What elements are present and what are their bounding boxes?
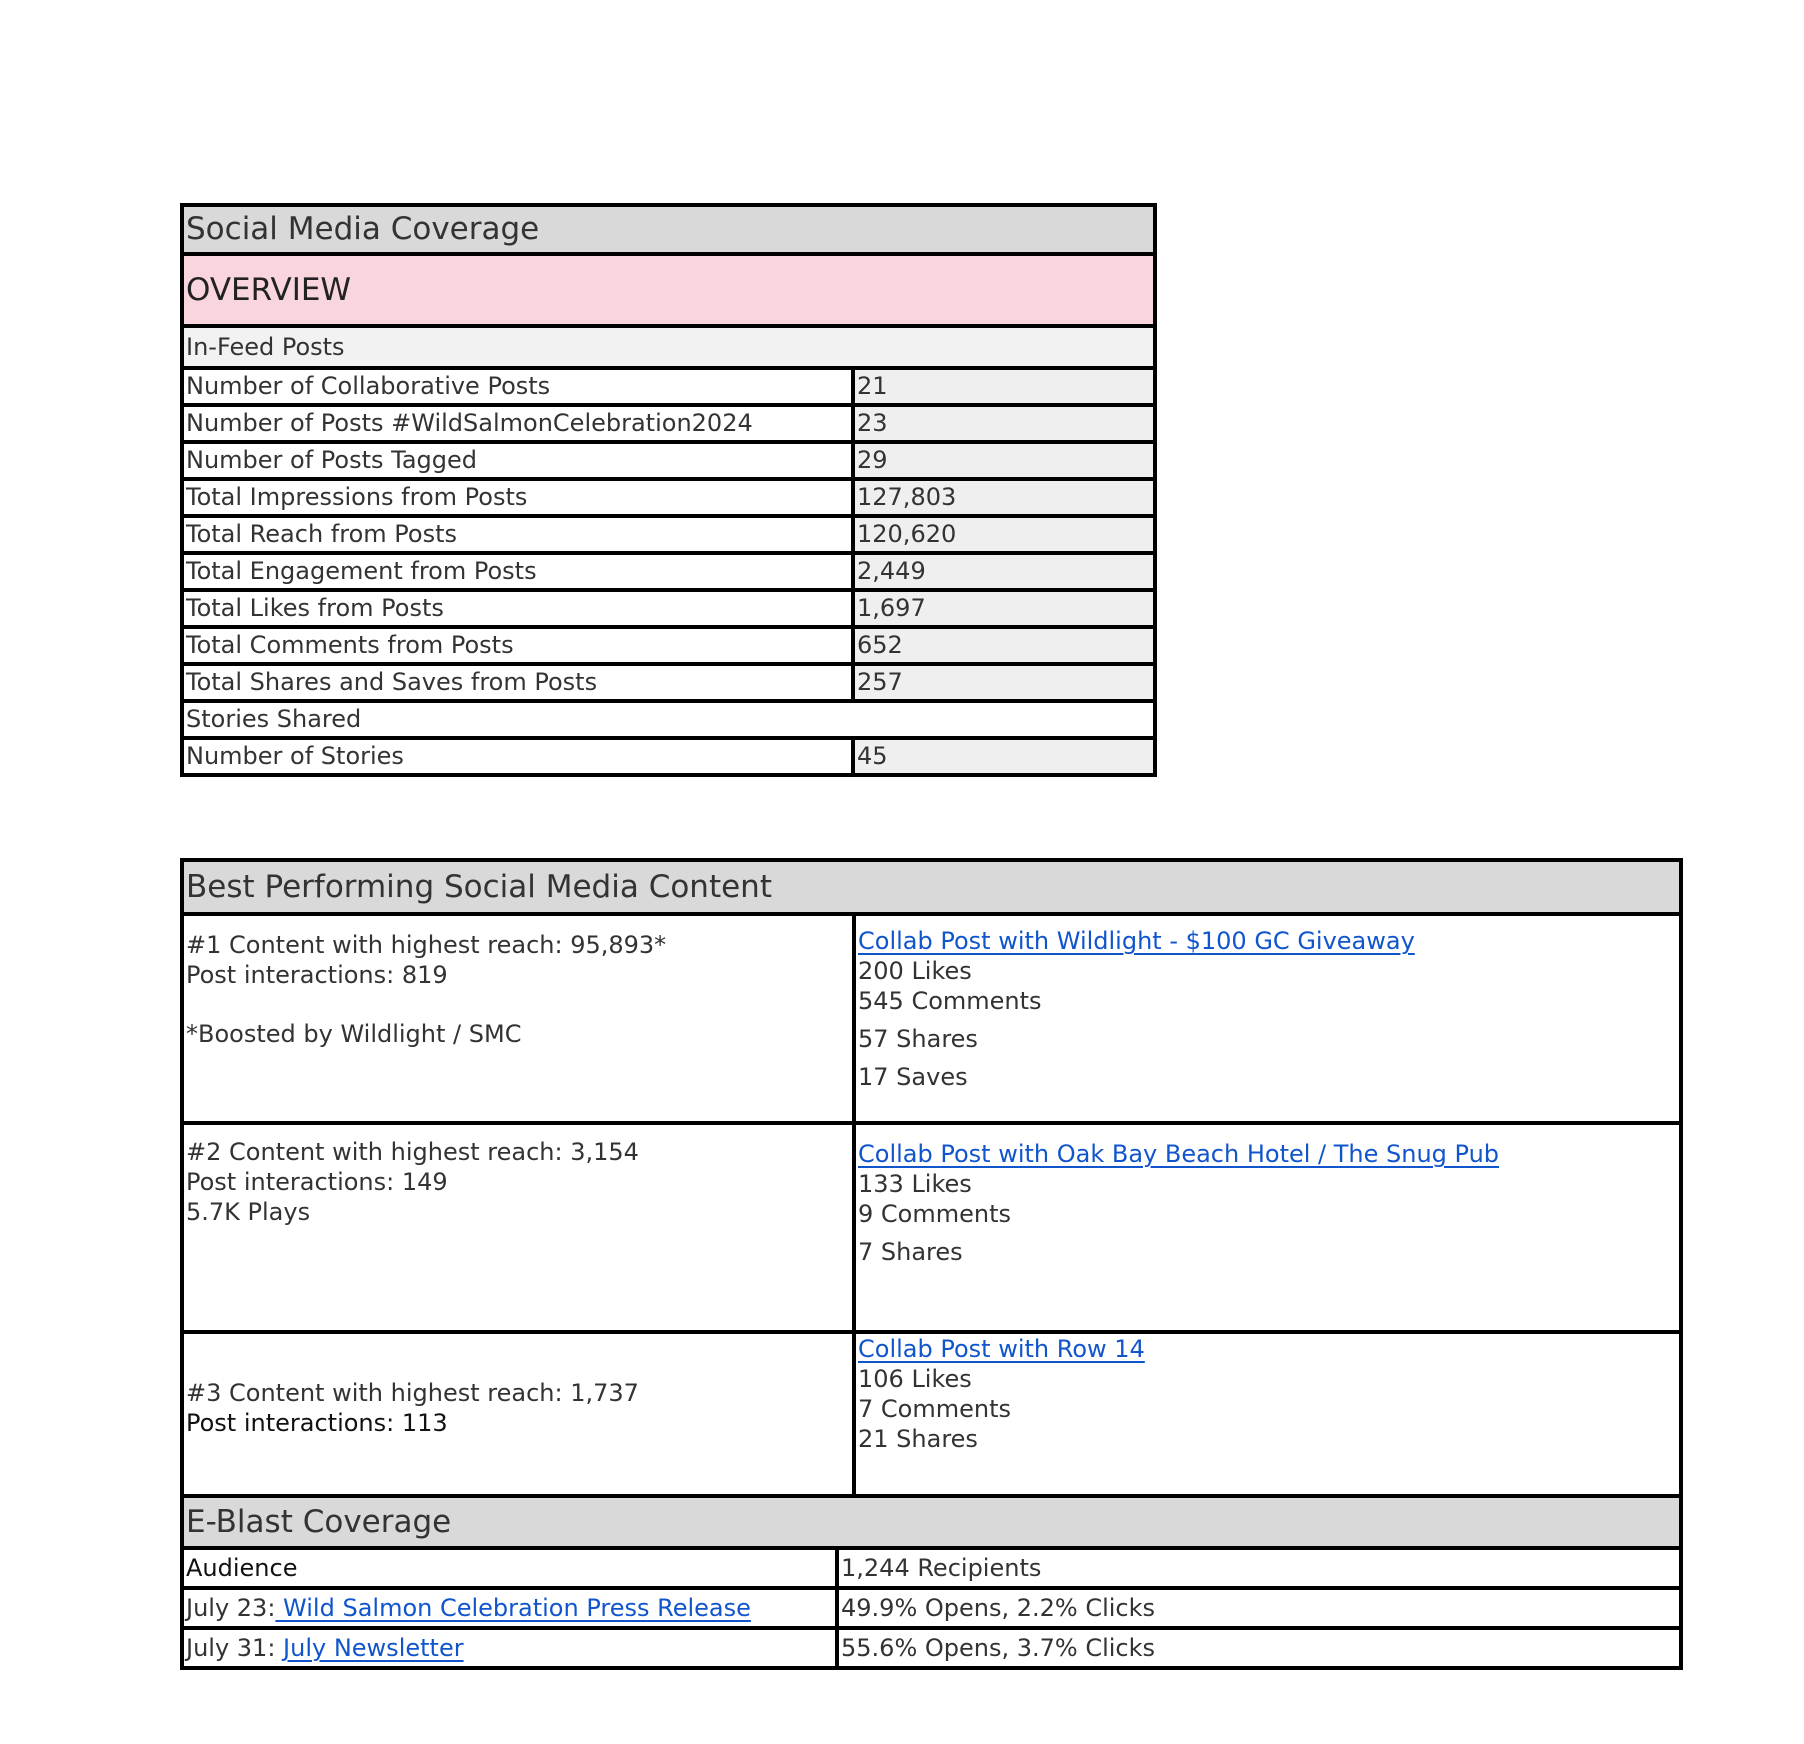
metric-label: Number of Posts Tagged [182, 442, 853, 479]
metric-value: 29 [853, 442, 1155, 479]
table-row [182, 368, 1155, 405]
metric-value: 257 [853, 664, 1155, 701]
metric-value: 21 [853, 368, 1155, 405]
metric-label: Number of Stories [182, 738, 853, 775]
eblast-coverage-title: E-Blast Coverage [182, 1496, 1681, 1548]
eblast-entry [182, 1628, 837, 1668]
interactions-line: Post interactions: 149 [186, 1168, 448, 1196]
content-summary [182, 1123, 854, 1332]
table-row [182, 627, 1155, 664]
likes-stat: 200 Likes [858, 957, 972, 985]
eblast-stats: 49.9% Opens, 2.2% Clicks [837, 1588, 1681, 1628]
social-media-coverage-title: Social Media Coverage [182, 205, 1155, 254]
eblast-coverage-table [180, 1494, 1683, 1670]
reach-line: #3 Content with highest reach: 1,737 [186, 1379, 639, 1407]
likes-stat: 133 Likes [858, 1170, 972, 1198]
best-performing-content-table [180, 858, 1683, 1511]
metric-label: Total Comments from Posts [182, 627, 853, 664]
in-feed-posts-label: In-Feed Posts [182, 326, 1155, 368]
table-row [182, 1588, 1681, 1628]
table-row [182, 442, 1155, 479]
social-media-coverage-table [180, 203, 1157, 777]
table-row [182, 664, 1155, 701]
best-performing-title: Best Performing Social Media Content [182, 860, 1681, 914]
plays-line: 5.7K Plays [186, 1198, 311, 1226]
comments-stat: 9 Comments [858, 1200, 1011, 1228]
metric-value: 120,620 [853, 516, 1155, 553]
metric-label: Total Engagement from Posts [182, 553, 853, 590]
metric-value: 45 [853, 738, 1155, 775]
content-details [854, 1123, 1681, 1332]
metric-label: Number of Collaborative Posts [182, 368, 853, 405]
table-row [182, 738, 1155, 775]
shares-stat: 7 Shares [858, 1238, 963, 1266]
post-link[interactable]: Collab Post with Oak Bay Beach Hotel / The Snug Pub [858, 1140, 1500, 1168]
shares-stat: 21 Shares [858, 1425, 978, 1453]
table-row [182, 1123, 1681, 1332]
table-row [182, 590, 1155, 627]
metric-value: 2,449 [853, 553, 1155, 590]
metric-label: Number of Posts #WildSalmonCelebration2024 [182, 405, 853, 442]
comments-stat: 7 Comments [858, 1395, 1011, 1423]
metric-label: Total Impressions from Posts [182, 479, 853, 516]
audience-value: 1,244 Recipients [837, 1548, 1681, 1588]
content-summary [182, 1332, 854, 1509]
comments-stat: 545 Comments [858, 987, 1042, 1015]
audience-label: Audience [182, 1548, 837, 1588]
boosted-note: *Boosted by Wildlight / SMC [186, 1020, 522, 1048]
likes-stat: 106 Likes [858, 1365, 972, 1393]
metric-value: 652 [853, 627, 1155, 664]
shares-stat: 57 Shares [858, 1025, 978, 1053]
table-row [182, 405, 1155, 442]
table-row [182, 1548, 1681, 1588]
eblast-date: July 31: [186, 1634, 284, 1662]
reach-line: #1 Content with highest reach: 95,893* [186, 931, 667, 959]
content-details [854, 914, 1681, 1123]
overview-heading: OVERVIEW [182, 254, 1155, 326]
table-row [182, 516, 1155, 553]
newsletter-link[interactable]: July Newsletter [283, 1634, 464, 1662]
post-link[interactable]: Collab Post with Row 14 [858, 1335, 1145, 1363]
table-row [182, 479, 1155, 516]
metric-value: 23 [853, 405, 1155, 442]
eblast-stats: 55.6% Opens, 3.7% Clicks [837, 1628, 1681, 1668]
metric-label: Total Reach from Posts [182, 516, 853, 553]
eblast-entry [182, 1588, 837, 1628]
interactions-line: Post interactions: 819 [186, 961, 448, 989]
content-summary [182, 914, 854, 1123]
metric-value: 1,697 [853, 590, 1155, 627]
reach-line: #2 Content with highest reach: 3,154 [186, 1138, 639, 1166]
interactions-line: Post interactions: 113 [186, 1409, 448, 1437]
saves-stat: 17 Saves [858, 1063, 968, 1091]
metric-value: 127,803 [853, 479, 1155, 516]
metric-label: Total Shares and Saves from Posts [182, 664, 853, 701]
post-link[interactable]: Collab Post with Wildlight - $100 GC Giveaway [858, 927, 1415, 955]
table-row [182, 1628, 1681, 1668]
press-release-link[interactable]: Wild Salmon Celebration Press Release [275, 1594, 751, 1622]
eblast-date: July 23: [186, 1594, 276, 1622]
table-row [182, 1332, 1681, 1509]
table-row [182, 914, 1681, 1123]
table-row [182, 553, 1155, 590]
stories-shared-label: Stories Shared [182, 701, 1155, 738]
metric-label: Total Likes from Posts [182, 590, 853, 627]
content-details [854, 1332, 1681, 1509]
